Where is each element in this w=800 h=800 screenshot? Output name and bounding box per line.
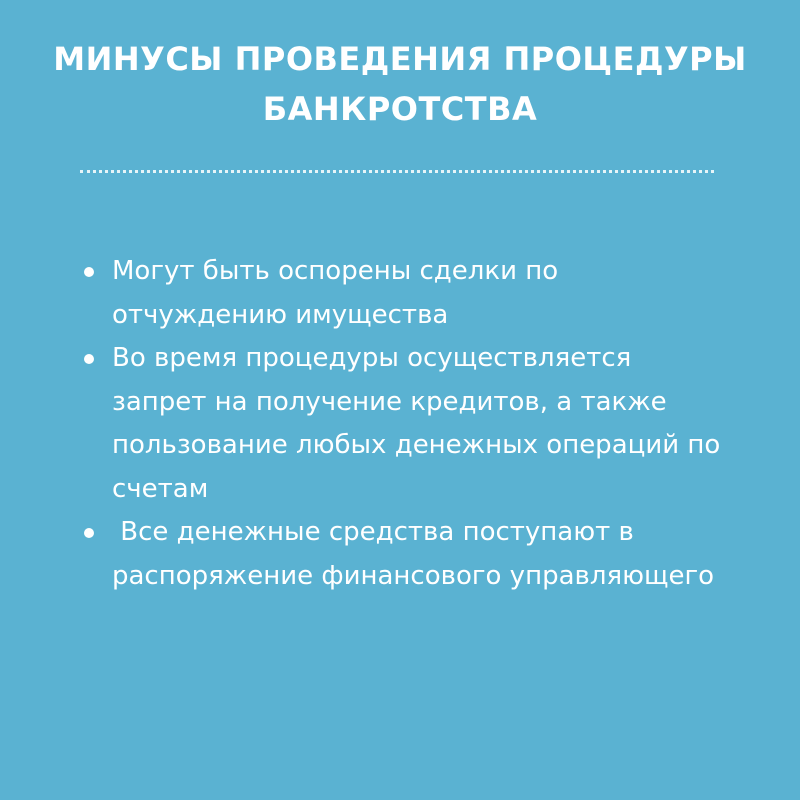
slide-title [20, 34, 780, 134]
list-item [78, 511, 728, 598]
bullet-icon [84, 354, 94, 364]
bullet-icon [84, 267, 94, 277]
bullet-icon [84, 528, 94, 538]
cons-list [78, 250, 728, 598]
slide-title-line-2: БАНКРОТСТВА [262, 90, 538, 128]
list-item [78, 250, 728, 337]
list-item-text: Могут быть оспорены сделки по отчуждению имущества [112, 256, 559, 330]
slide-title-line-1: МИНУСЫ ПРОВЕДЕНИЯ ПРОЦЕДУРЫ [53, 40, 747, 78]
dotted-divider [80, 170, 714, 173]
list-item [78, 337, 728, 511]
list-item-text: Все денежные средства поступают в распоряжение финансового управляющего [112, 517, 715, 591]
list-item-text: Во время процедуры осуществляется запрет на получение кредитов, а также пользование любых денежных операций по счетам [112, 343, 721, 504]
